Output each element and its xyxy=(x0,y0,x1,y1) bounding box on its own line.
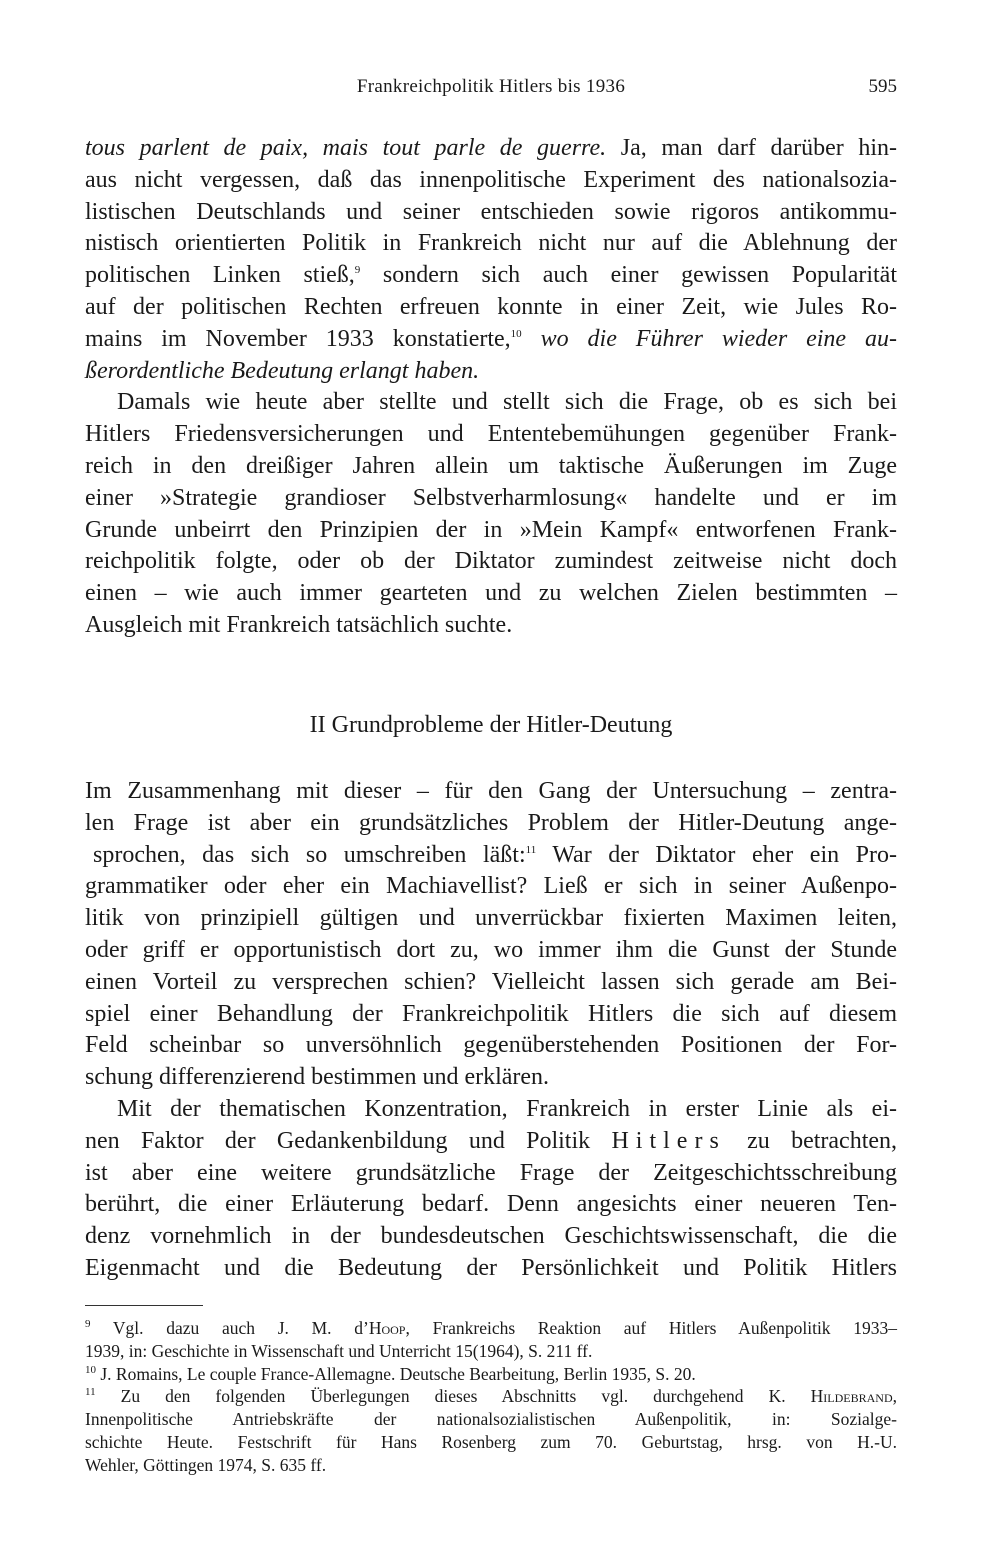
text-span: , Frankreichs Reaktion auf Hitlers Außenpolitik 1933– xyxy=(405,1318,898,1338)
text-line: Hitlers Friedensversicherungen und Ententebemühungen gegenüber Frank- xyxy=(85,421,897,448)
text-line: Ausgleich mit Frankreich tatsächlich suchte. xyxy=(85,611,513,638)
text-span: , xyxy=(892,1386,897,1407)
text-line: schung differenzierend bestimmen und erklären. xyxy=(85,1064,550,1091)
body-text-top xyxy=(85,133,897,642)
footnote-9-line: 1939, in: Geschichte in Wissenschaft und Unterricht 15(1964), S. 211 ff. xyxy=(85,1340,593,1361)
text-line xyxy=(85,324,897,356)
footnote-ref: 9 xyxy=(354,264,361,277)
text-line: reichpolitik folgte, oder ob der Diktator zumindest zeitweise nicht doch xyxy=(85,548,897,575)
text-line: grammatiker oder eher ein Machiavellist? Ließ er sich in seiner Außenpo- xyxy=(85,873,897,900)
footnote-10 xyxy=(85,1363,897,1386)
footnote-rule xyxy=(85,1305,203,1306)
footnotes xyxy=(85,1317,897,1477)
text-line: einen Vorteil zu versprechen schien? Vielleicht lassen sich gerade am Bei- xyxy=(85,968,897,995)
text-line: denz vornehmlich in der bundesdeutschen Geschichtswissenschaft, die die xyxy=(85,1223,897,1250)
text-line: auf der politischen Rechten erfreuen konnte in einer Zeit, wie Jules Ro- xyxy=(85,293,897,320)
text-span: sondern sich auch einer gewissen Popularität xyxy=(360,262,898,289)
text-span: nen Faktor der Gedankenbildung und Politik xyxy=(85,1127,591,1154)
running-head xyxy=(85,76,897,106)
running-title: Frankreichpolitik Hitlers bis 1936 xyxy=(356,76,626,97)
text-line xyxy=(85,840,897,872)
author-name: Hildebrand xyxy=(810,1386,893,1407)
text-line: spiel einer Behandlung der Frankreichpolitik Hitlers die sich auf diesem xyxy=(85,1000,897,1027)
footnote-11-line: Innenpolitische Antriebskräfte der nationalsozialistischen Außenpolitik, in: Sozialge- xyxy=(85,1409,897,1430)
text-span: zu betrachten, xyxy=(747,1127,898,1154)
footnote-number: 10 xyxy=(85,1363,96,1376)
text-line: len Frage ist aber ein grundsätzliches Problem der Hitler-Deutung ange- xyxy=(85,809,897,836)
text-line: litik von prinzipiell gültigen und unverrückbar fixierten Maximen leiten, xyxy=(85,905,897,932)
text-line: nistisch orientierten Politik in Frankreich nicht nur auf die Ablehnung der xyxy=(85,230,897,257)
text-line xyxy=(85,260,897,292)
text-span: Zu den folgenden Überlegungen dieses Abschnitts vgl. durchgehend K. xyxy=(95,1386,811,1407)
text-line: Eigenmacht und die Bedeutung der Persönlichkeit und Politik Hitlers xyxy=(85,1254,897,1281)
text-span: J. Romains, Le couple France-Allemagne. Deutsche Bearbeitung, Berlin 1935, S. 20. xyxy=(96,1363,696,1384)
text-line: Mit der thematischen Konzentration, Frankreich in erster Linie als ei- xyxy=(117,1095,897,1122)
text-line: reich in den dreißiger Jahren allein um taktische Äußerungen im Zuge xyxy=(85,452,897,479)
text-line xyxy=(85,1126,897,1158)
text-span: Vgl. dazu auch J. M. d’ xyxy=(90,1318,369,1338)
text-line: einen – wie auch immer gearteten und zu welchen Zielen bestimmten – xyxy=(85,580,897,607)
page-number: 595 xyxy=(868,76,897,97)
footnote-ref: 10 xyxy=(510,327,522,340)
text-line: Feld scheinbar so unversöhnlich gegenüberstehenden Positionen der For- xyxy=(85,1032,897,1059)
text-line: berührt, die einer Erläuterung bedarf. Denn angesichts einer neueren Ten- xyxy=(85,1191,897,1218)
italic-quote: tous parlent de paix, mais tout parle de guerre. xyxy=(85,135,607,161)
text-line: listischen Deutschlands und seiner entschieden sowie rigoros antikommu- xyxy=(85,198,897,225)
italic-quote: ßerordentliche Bedeutung erlangt haben. xyxy=(85,357,480,384)
footnote-ref: 11 xyxy=(525,843,537,856)
text-line: ist aber eine weitere grundsätzliche Frage der Zeitgeschichtsschreibung xyxy=(85,1159,897,1186)
text-line: oder griff er opportunistisch dort zu, wo immer ihm die Gunst der Stunde xyxy=(85,936,897,963)
spaced-name: Hitlers xyxy=(611,1127,726,1154)
italic-quote: wo die Führer wieder eine au- xyxy=(521,325,898,352)
body-text-bottom xyxy=(85,776,897,1285)
section-heading: II Grundprobleme der Hitler-Deutung xyxy=(309,712,673,738)
text-span: mains im November 1933 konstatierte, xyxy=(85,325,511,352)
text-line: Damals wie heute aber stellte und stellt sich die Frage, ob es sich bei xyxy=(117,389,897,416)
footnote-11 xyxy=(85,1385,897,1408)
footnote-9 xyxy=(85,1317,897,1340)
author-name: Hoop xyxy=(368,1318,406,1338)
footnote-number: 9 xyxy=(85,1318,91,1331)
text-span: politischen Linken stieß, xyxy=(85,262,355,289)
text-line xyxy=(85,133,897,165)
text-span: sprochen, das sich so umschreiben läßt: xyxy=(93,841,526,868)
footnote-11-line: Wehler, Göttingen 1974, S. 635 ff. xyxy=(85,1454,327,1475)
footnote-number: 11 xyxy=(85,1386,96,1399)
text-line: aus nicht vergessen, daß das innenpolitische Experiment des nationalsozia- xyxy=(85,166,897,193)
text-span: War der Diktator eher ein Pro- xyxy=(536,841,897,868)
text-line: Im Zusammenhang mit dieser – für den Gang der Untersuchung – zentra- xyxy=(85,778,897,804)
text-span: Ja, man darf darüber hin- xyxy=(606,135,898,161)
text-line: einer »Strategie grandioser Selbstverharmlosung« handelte und er im xyxy=(85,484,897,511)
footnote-11-line: schichte Heute. Festschrift für Hans Rosenberg zum 70. Geburtstag, hrsg. von H.-U. xyxy=(85,1431,897,1452)
text-line xyxy=(85,356,897,388)
text-line: Grunde unbeirrt den Prinzipien der in »Mein Kampf« entworfenen Frank- xyxy=(85,516,897,543)
